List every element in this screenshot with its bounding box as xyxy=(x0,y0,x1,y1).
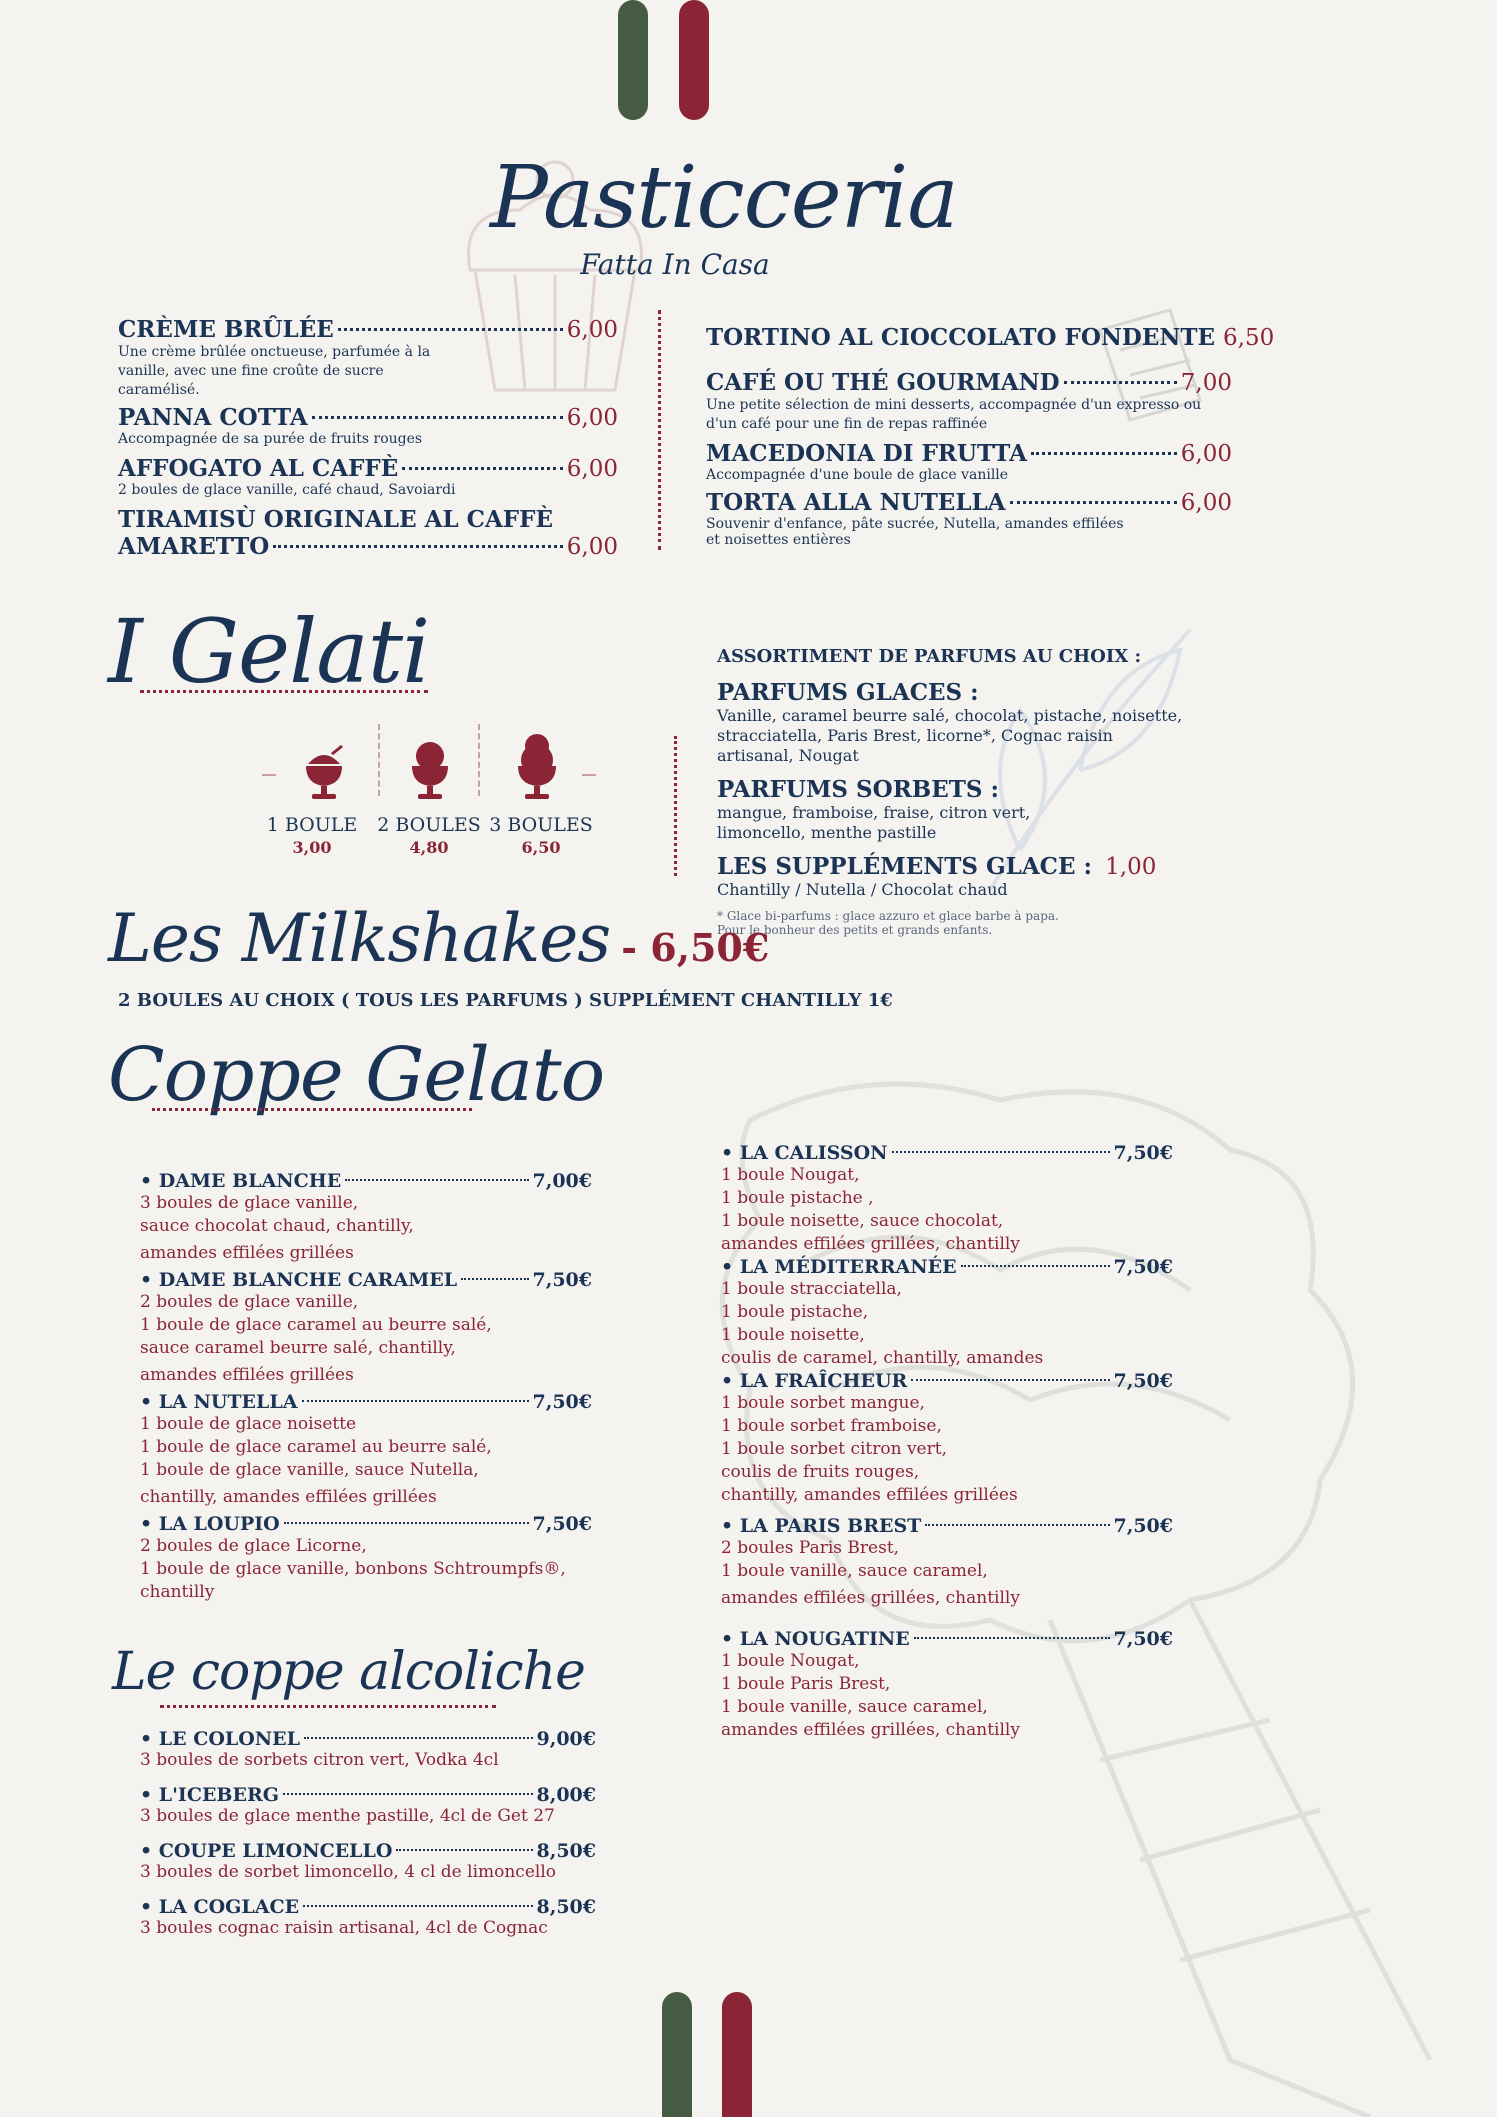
coppa-line: 1 boule de glace vanille, bonbons Schtroumpfs®, xyxy=(140,1559,566,1579)
item-price: 6,00 xyxy=(1180,441,1232,467)
dash-right xyxy=(582,774,596,776)
coppa-item xyxy=(721,1628,1173,1742)
scoop-label: 2 BOULES xyxy=(377,814,481,836)
coppa-price: 7,50€ xyxy=(1113,1256,1173,1278)
coppa-item xyxy=(721,1256,1173,1370)
item-name: TORTINO AL CIOCCOLATO FONDENTE xyxy=(706,324,1216,351)
item-name: TORTA ALLA NUTELLA xyxy=(706,489,1006,516)
coppa-name: • LA FRAÎCHEUR xyxy=(721,1370,908,1392)
coppa-price: 7,50€ xyxy=(1113,1515,1173,1537)
pasticceria-right-column xyxy=(706,324,1275,548)
gelati-title: I Gelati xyxy=(108,600,430,703)
coppa-line: 1 boule Nougat, xyxy=(721,1165,860,1185)
coppa-price: 7,50€ xyxy=(1113,1628,1173,1650)
alcoliche-name: • LE COLONEL xyxy=(140,1728,301,1750)
alcoliche-price: 8,50€ xyxy=(536,1840,596,1862)
item-name: CRÈME BRÛLÉE xyxy=(118,316,334,343)
dotted-leader xyxy=(911,1379,1109,1381)
coppa-line: 1 boule vanille, sauce caramel, xyxy=(721,1561,988,1581)
coppa-name: • LA LOUPIO xyxy=(140,1513,280,1535)
pasticceria-title: Pasticceria xyxy=(490,148,958,248)
item-price: 6,00 xyxy=(566,534,618,560)
milkshakes-title: Les Milkshakes xyxy=(108,900,611,977)
coppa-name: • DAME BLANCHE CARAMEL xyxy=(140,1269,458,1291)
coppa-item xyxy=(140,1391,592,1509)
alcoliche-price: 8,00€ xyxy=(536,1784,596,1806)
scoop-divider xyxy=(378,724,380,796)
coppe-title: Coppe Gelato xyxy=(108,1032,605,1118)
coppa-price: 7,50€ xyxy=(532,1391,592,1413)
milkshakes-heading xyxy=(108,900,769,977)
item-name: PANNA COTTA xyxy=(118,404,308,431)
coppa-line: amandes effilées grillées xyxy=(140,1365,354,1385)
dotted-leader xyxy=(283,1793,533,1795)
coppa-line: 1 boule stracciatella, xyxy=(721,1279,902,1299)
gelati-title-underline xyxy=(140,690,428,693)
scoop-options xyxy=(262,724,602,864)
item-price: 7,00 xyxy=(1180,370,1232,396)
assortment-title: ASSORTIMENT DE PARFUMS AU CHOIX : xyxy=(717,646,1142,667)
dotted-leader xyxy=(1010,501,1177,504)
menu-item xyxy=(706,489,1232,516)
coppa-name: • LA MÉDITERRANÉE xyxy=(721,1256,957,1278)
menu-item xyxy=(118,455,618,482)
coppa-line: coulis de fruits rouges, xyxy=(721,1462,920,1482)
item-description: Une petite sélection de mini desserts, accompagnée d'un expresso ou d'un café pour une fin de repas raffinée xyxy=(706,397,1202,432)
coppa-line: amandes effilées grillées, chantilly xyxy=(721,1234,1020,1254)
menu-item xyxy=(118,533,618,560)
footnote: Pour le bonheur des petits et grands enfants. xyxy=(717,923,993,937)
sorbets-text: mangue, framboise, fraise, citron vert, limoncello, menthe pastille xyxy=(717,803,1031,842)
glaces-text: Vanille, caramel beurre salé, chocolat, pistache, noisette, stracciatella, Paris Brest, licorne*, Cognac raisin artisanal, Nougat xyxy=(717,706,1183,765)
coppa-line: amandes effilées grillées, chantilly xyxy=(721,1720,1020,1740)
coppa-name: • LA NUTELLA xyxy=(140,1391,298,1413)
scoop-label: 1 BOULE xyxy=(266,814,358,836)
coppa-line: 1 boule Nougat, xyxy=(721,1651,860,1671)
dotted-leader xyxy=(304,1737,532,1739)
coppa-price: 7,50€ xyxy=(1113,1370,1173,1392)
dotted-leader xyxy=(302,1400,529,1402)
coppa-price: 7,50€ xyxy=(532,1513,592,1535)
scoop-price: 4,80 xyxy=(409,838,449,857)
alcoliche-title: Le coppe alcoliche xyxy=(112,1642,585,1702)
alcoliche-name: • LA COGLACE xyxy=(140,1896,300,1918)
item-price: 6,00 xyxy=(566,317,618,343)
coppa-line: 3 boules de glace vanille, xyxy=(140,1193,359,1213)
coppe-title-underline xyxy=(152,1108,472,1111)
dotted-leader xyxy=(396,1849,532,1851)
coppa-item xyxy=(140,1269,592,1387)
coppa-item xyxy=(140,1170,592,1265)
coppa-price: 7,00€ xyxy=(532,1170,592,1192)
coppa-line: 1 boule noisette, xyxy=(721,1325,865,1345)
item-description: 2 boules de glace vanille, café chaud, Savoiardi xyxy=(118,482,456,498)
coppa-line: 1 boule vanille, sauce caramel, xyxy=(721,1697,988,1717)
item-description: Accompagnée de sa purée de fruits rouges xyxy=(118,431,423,447)
item-name: CAFÉ OU THÉ GOURMAND xyxy=(706,369,1060,396)
coppa-price: 7,50€ xyxy=(1113,1142,1173,1164)
scoop-price: 3,00 xyxy=(292,838,332,857)
item-description: Une crème brûlée onctueuse, parfumée à la vanille, avec une fine croûte de sucre caramélisé. xyxy=(118,344,431,398)
coppa-line: chantilly, amandes effilées grillées xyxy=(140,1487,437,1507)
menu-item xyxy=(706,440,1232,467)
pasticceria-subtitle: Fatta In Casa xyxy=(580,248,770,281)
footnote: * Glace bi-parfums : glace azzuro et glace barbe à papa. xyxy=(717,909,1059,923)
dotted-leader xyxy=(1031,452,1177,455)
one-scoop-icon xyxy=(302,744,346,800)
coppa-line: 2 boules de glace vanille, xyxy=(140,1292,359,1312)
two-scoops-icon xyxy=(408,740,452,800)
coppa-name: • LA PARIS BREST xyxy=(721,1515,922,1537)
item-price: 6,00 xyxy=(566,456,618,482)
flavours-block xyxy=(717,646,1197,937)
pasticceria-left-column xyxy=(118,316,618,560)
coppa-name: • DAME BLANCHE xyxy=(140,1170,342,1192)
alcoliche-price: 8,50€ xyxy=(536,1896,596,1918)
item-name: AFFOGATO AL CAFFÈ xyxy=(118,455,399,482)
coppa-line: 1 boule pistache, xyxy=(721,1302,869,1322)
dotted-leader xyxy=(338,328,563,331)
menu-item xyxy=(118,316,618,343)
coppa-line: chantilly xyxy=(140,1582,215,1602)
dotted-leader xyxy=(892,1151,1110,1153)
dash-left xyxy=(262,774,276,776)
alcoliche-name: • L'ICEBERG xyxy=(140,1784,279,1806)
coppa-price: 7,50€ xyxy=(532,1269,592,1291)
dotted-leader xyxy=(914,1637,1110,1639)
coppa-item xyxy=(140,1513,592,1604)
menu-item xyxy=(706,324,1275,351)
supplements-title: LES SUPPLÉMENTS GLACE : xyxy=(717,853,1093,880)
coppa-line: 1 boule sorbet mangue, xyxy=(721,1393,925,1413)
alcoliche-item xyxy=(140,1728,596,1770)
coppa-name: • LA CALISSON xyxy=(721,1142,888,1164)
three-scoops-icon xyxy=(514,732,560,800)
supplements-text: Chantilly / Nutella / Chocolat chaud xyxy=(717,880,1008,899)
dotted-leader xyxy=(1064,381,1177,384)
coppa-line: 1 boule sorbet framboise, xyxy=(721,1416,942,1436)
coppa-line: 1 boule noisette, sauce chocolat, xyxy=(721,1211,1004,1231)
alcoliche-title-underline xyxy=(160,1705,496,1708)
supplements-row xyxy=(717,853,1197,880)
sorbets-title: PARFUMS SORBETS : xyxy=(717,776,999,803)
item-name-line2: AMARETTO xyxy=(118,533,270,560)
supplements-price: 1,00 xyxy=(1105,854,1157,880)
coppa-item xyxy=(721,1370,1173,1507)
coppe-right-column xyxy=(721,1142,1173,1742)
top-red-stripe xyxy=(679,0,709,120)
coppa-line: coulis de caramel, chantilly, amandes xyxy=(721,1348,1044,1368)
alcoliche-desc: 3 boules de sorbets citron vert, Vodka 4cl xyxy=(140,1750,499,1770)
coppa-line: 1 boule Paris Brest, xyxy=(721,1674,891,1694)
alcoliche-price: 9,00€ xyxy=(536,1728,596,1750)
dotted-leader xyxy=(312,416,563,419)
coppa-line: 1 boule pistache , xyxy=(721,1188,874,1208)
dotted-leader xyxy=(961,1265,1110,1267)
item-price: 6,00 xyxy=(1180,490,1232,516)
dotted-leader xyxy=(345,1179,528,1181)
coppe-left-column xyxy=(140,1170,592,1604)
gelati-divider xyxy=(674,736,677,876)
coppa-line: sauce chocolat chaud, chantilly, xyxy=(140,1216,414,1236)
dotted-leader xyxy=(925,1524,1109,1526)
alcoliche-name: • COUPE LIMONCELLO xyxy=(140,1840,393,1862)
item-price: 6,00 xyxy=(566,405,618,431)
coppa-line: sauce caramel beurre salé, chantilly, xyxy=(140,1338,456,1358)
alcoliche-item xyxy=(140,1896,596,1938)
coppa-line: amandes effilées grillées, chantilly xyxy=(721,1588,1020,1608)
alcoliche-desc: 3 boules de glace menthe pastille, 4cl de Get 27 xyxy=(140,1806,555,1826)
item-description: Accompagnée d'une boule de glace vanille xyxy=(706,467,1009,483)
alcoliche-list xyxy=(140,1728,596,1938)
coppa-line: chantilly, amandes effilées grillées xyxy=(721,1485,1018,1505)
item-name: TIRAMISÙ ORIGINALE AL CAFFÈ xyxy=(118,506,553,533)
dotted-leader xyxy=(461,1278,528,1280)
alcoliche-desc: 3 boules cognac raisin artisanal, 4cl de Cognac xyxy=(140,1918,548,1938)
coppa-line: 2 boules Paris Brest, xyxy=(721,1538,900,1558)
item-description: Souvenir d'enfance, pâte sucrée, Nutella, amandes effilées xyxy=(706,516,1124,532)
menu-item xyxy=(706,369,1232,396)
alcoliche-desc: 3 boules de sorbet limoncello, 4 cl de limoncello xyxy=(140,1862,556,1882)
glaces-title: PARFUMS GLACES : xyxy=(717,679,979,706)
item-description-line2: et noisettes entières xyxy=(706,532,851,548)
alcoliche-item xyxy=(140,1784,596,1826)
dotted-leader xyxy=(273,545,563,548)
milkshakes-subtitle: 2 BOULES AU CHOIX ( TOUS LES PARFUMS ) SUPPLÉMENT CHANTILLY 1€ xyxy=(118,990,893,1011)
alcoliche-item xyxy=(140,1840,596,1882)
dotted-leader xyxy=(402,467,562,470)
coppa-name: • LA NOUGATINE xyxy=(721,1628,910,1650)
coppa-line: 2 boules de glace Licorne, xyxy=(140,1536,367,1556)
coppa-line: amandes effilées grillées xyxy=(140,1243,354,1263)
scoop-label: 3 BOULES xyxy=(489,814,593,836)
coppa-line: 1 boule de glace vanille, sauce Nutella, xyxy=(140,1460,479,1480)
menu-item xyxy=(118,404,618,431)
item-price: 6,50 xyxy=(1223,325,1275,351)
pasticceria-divider xyxy=(658,310,661,550)
coppa-line: 1 boule de glace noisette xyxy=(140,1414,357,1434)
dotted-leader xyxy=(284,1522,529,1524)
milkshakes-price: - 6,50€ xyxy=(621,925,770,970)
coppa-line: 1 boule de glace caramel au beurre salé, xyxy=(140,1437,492,1457)
dotted-leader xyxy=(303,1905,532,1907)
scoop-price: 6,50 xyxy=(521,838,561,857)
coppa-line: 1 boule de glace caramel au beurre salé, xyxy=(140,1315,492,1335)
scoop-divider xyxy=(478,724,480,796)
item-name: MACEDONIA DI FRUTTA xyxy=(706,440,1027,467)
coppa-item xyxy=(721,1142,1173,1256)
coppa-line: 1 boule sorbet citron vert, xyxy=(721,1439,947,1459)
coppa-item xyxy=(721,1515,1173,1610)
top-green-stripe xyxy=(618,0,648,120)
